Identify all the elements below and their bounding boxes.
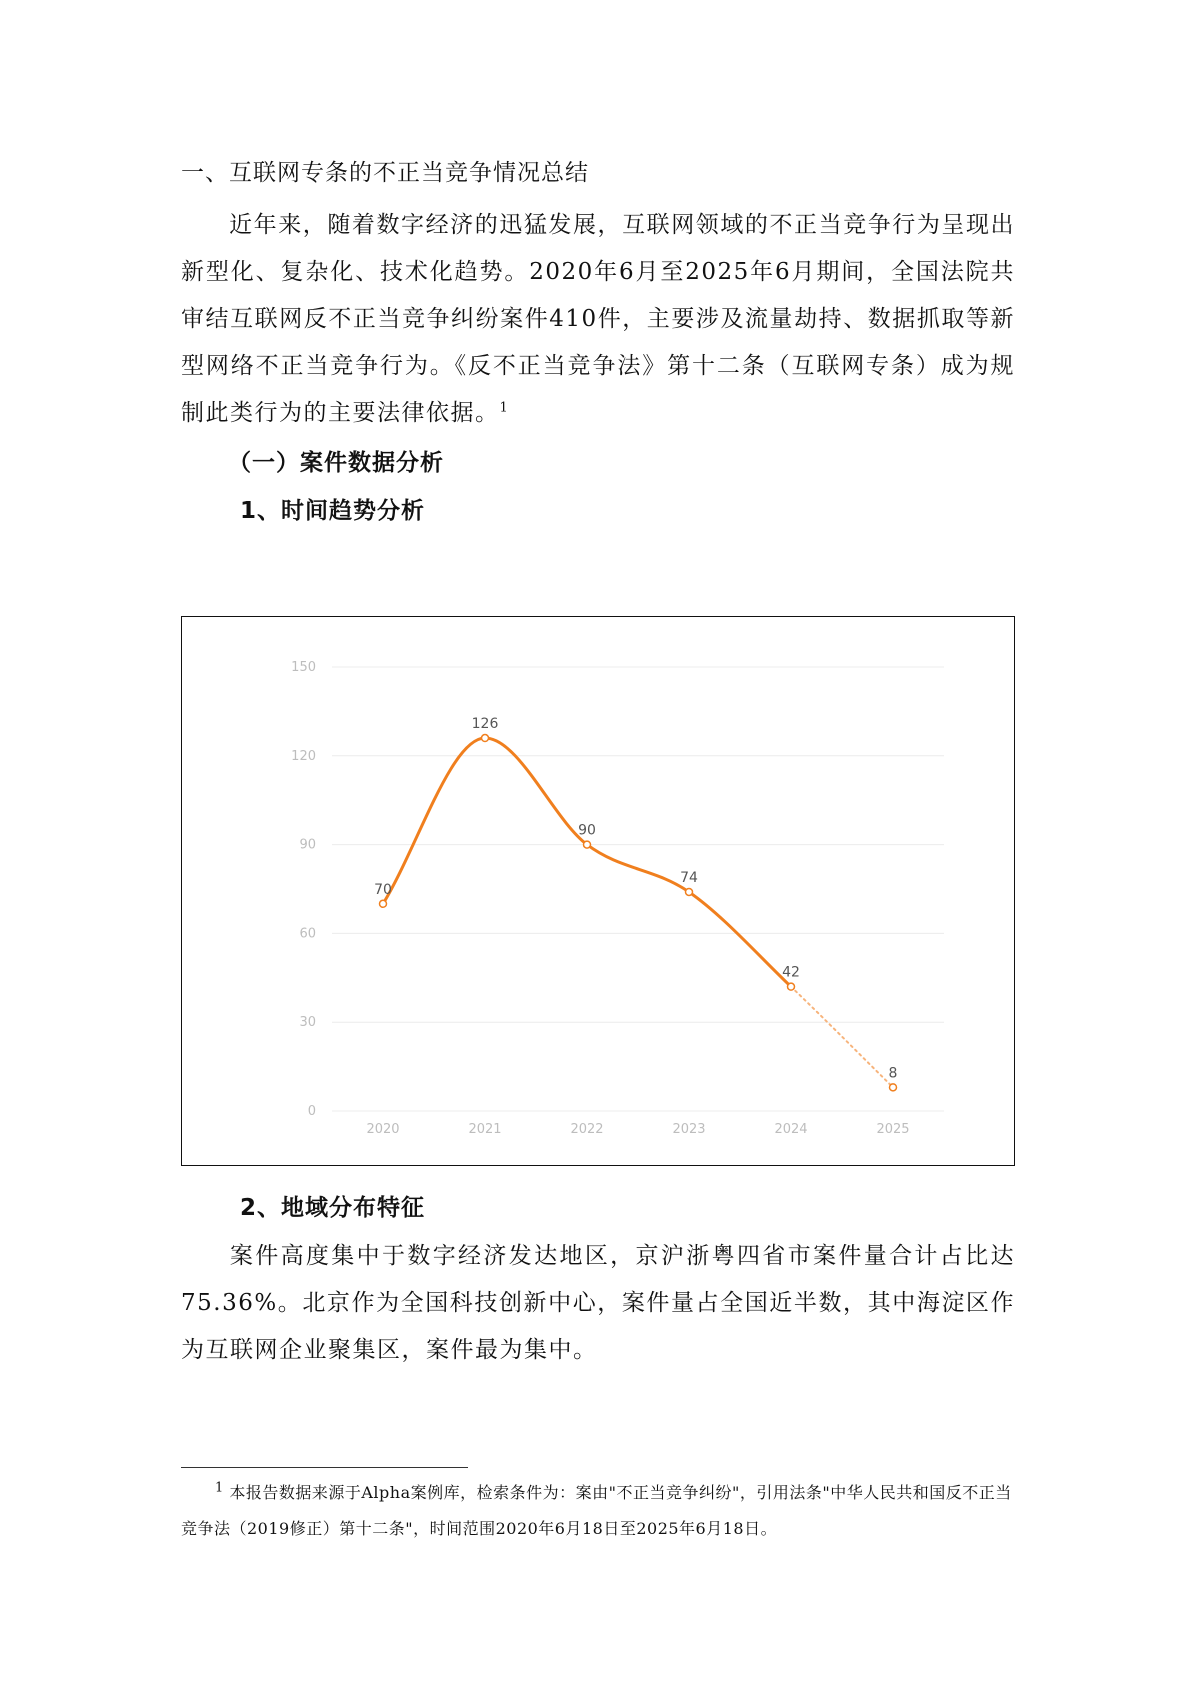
regional-text: 案件高度集中于数字经济发达地区，京沪浙粤四省市案件量合计占比达75.36%。北京作为全国科技创新中心，案件量占全国近半数，其中海淀区作为互联网企业聚集区，案件最为集中。 <box>181 1243 1015 1363</box>
x-tick-label: 2023 <box>672 1122 706 1137</box>
subsection-heading: （一）案件数据分析 <box>228 450 444 476</box>
series-line-projected <box>791 987 893 1088</box>
y-tick-label: 60 <box>299 926 316 942</box>
time-trend-heading: 1、时间趋势分析 <box>240 498 426 524</box>
footnote-ref[interactable]: 1 <box>499 400 510 416</box>
x-tick-label: 2020 <box>366 1122 400 1137</box>
x-tick-label: 2025 <box>876 1122 910 1137</box>
line-chart <box>182 617 1016 1167</box>
footnote-text: 本报告数据来源于Alpha案例库，检索条件为：案由"不正当竞争纠纷"，引用法条"中华人民共和国反不正当竞争法（2019修正）第十二条"，时间范围2020年6月18日至2025年6月18日。 <box>181 1483 1012 1538</box>
footnote <box>181 1475 1015 1547</box>
data-label: 8 <box>888 1065 898 1082</box>
intro-paragraph <box>181 202 1015 437</box>
series-line <box>383 738 791 987</box>
intro-text: 近年来，随着数字经济的迅猛发展，互联网领域的不正当竞争行为呈现出新型化、复杂化、技术化趋势。2020年6月至2025年6月期间，全国法院共审结互联网反不正当竞争纠纷案件410件，主要涉及流量劫持、数据抓取等新型网络不正当竞争行为。《反不正当竞争法》第十二条（互联网专条）成为规制此类行为的主要法律依据。 <box>181 212 1015 426</box>
data-point <box>380 900 387 907</box>
section-heading: 一、互联网专条的不正当竞争情况总结 <box>181 160 589 186</box>
y-tick-label: 120 <box>291 748 316 764</box>
data-label: 70 <box>374 881 392 898</box>
footnote-divider <box>181 1467 468 1468</box>
data-label: 74 <box>680 869 698 886</box>
y-tick-label: 150 <box>291 660 316 675</box>
regional-heading: 2、地域分布特征 <box>240 1195 426 1221</box>
data-point <box>686 888 693 895</box>
data-point <box>788 983 795 990</box>
y-tick-label: 30 <box>299 1015 316 1031</box>
data-point <box>584 841 591 848</box>
y-tick-label: 90 <box>299 837 316 853</box>
data-point <box>482 735 489 742</box>
footnote-mark: 1 <box>215 1480 224 1496</box>
y-tick-label: 0 <box>307 1104 316 1119</box>
regional-paragraph <box>181 1233 1015 1374</box>
x-tick-label: 2021 <box>468 1122 502 1137</box>
x-tick-label: 2022 <box>570 1122 604 1137</box>
data-label: 126 <box>471 716 499 733</box>
chart-frame <box>181 616 1015 1166</box>
data-point <box>890 1084 897 1091</box>
data-label: 90 <box>578 822 596 839</box>
x-tick-label: 2024 <box>774 1122 808 1137</box>
data-label: 42 <box>782 964 800 981</box>
